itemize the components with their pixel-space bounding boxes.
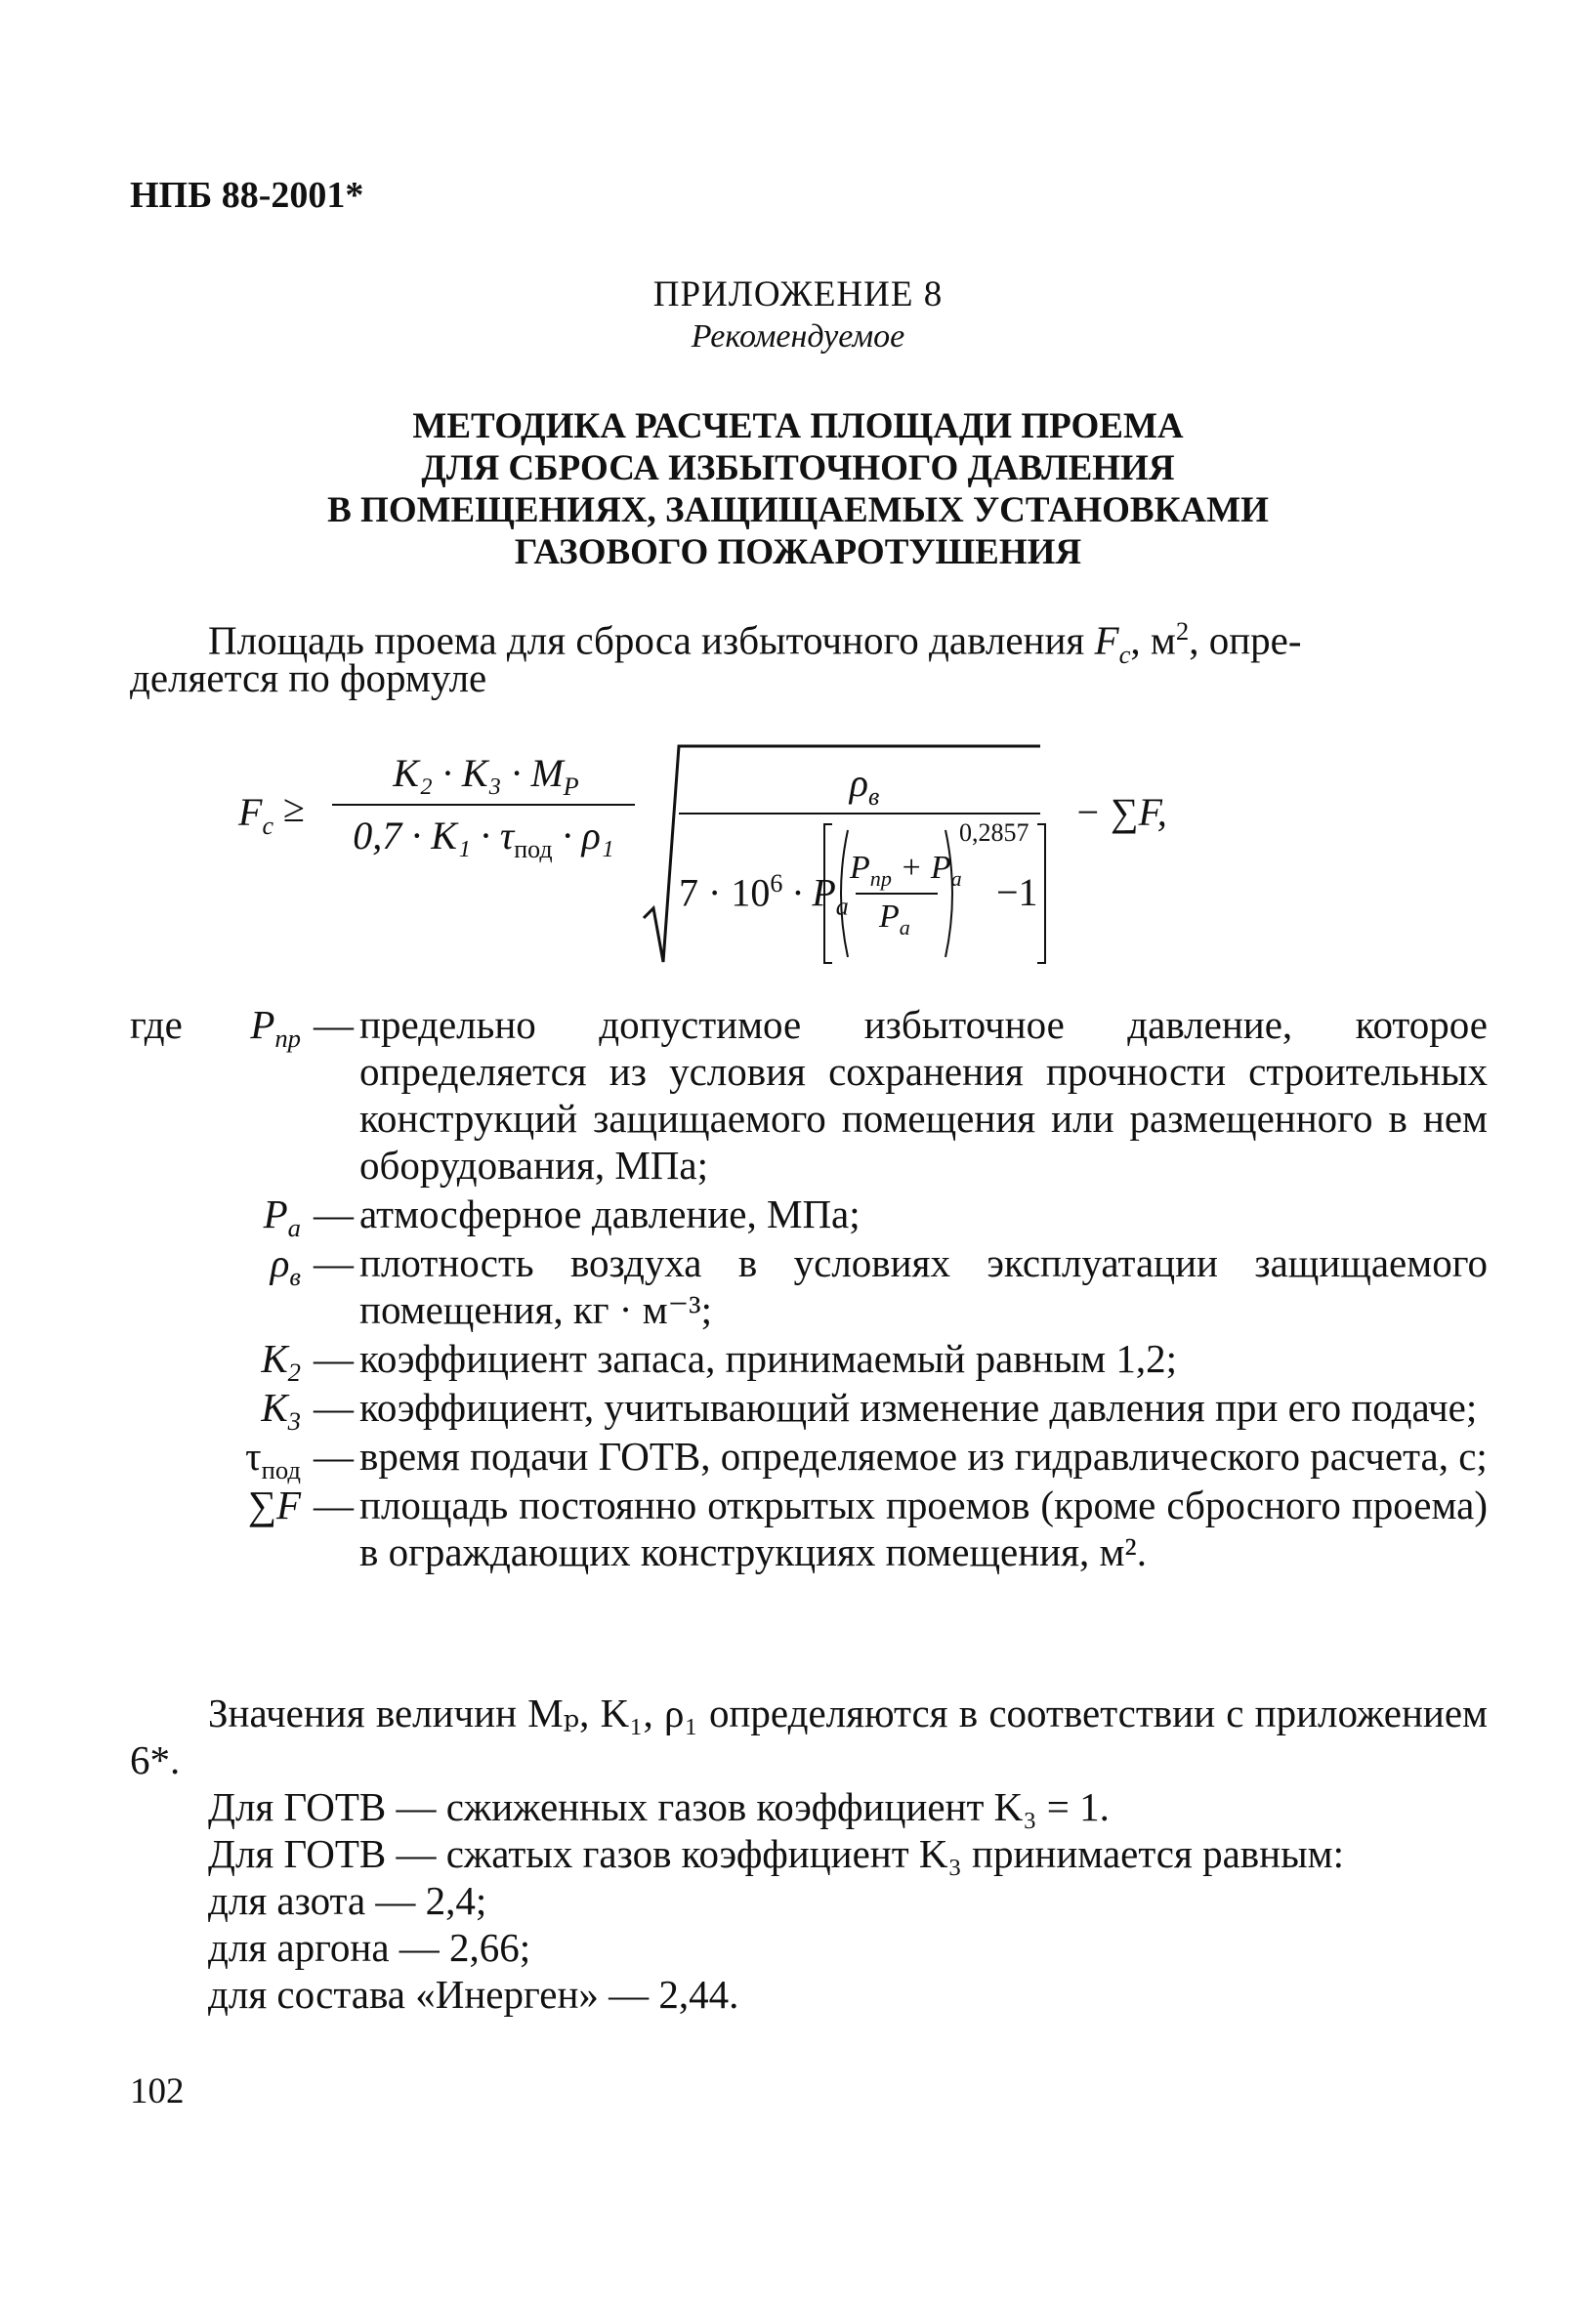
- title-line-3: В ПОМЕЩЕНИЯХ, ЗАЩИЩАЕМЫХ УСТАНОВКАМИ: [327, 490, 1269, 530]
- definitions-list: [130, 1001, 1497, 1577]
- intro-sup: 2: [1175, 616, 1190, 646]
- definition-dash: —: [314, 1336, 354, 1381]
- page-number: 102: [130, 2071, 185, 2111]
- definition-text: коэффициент, учитывающий изменение давления при его подаче;: [359, 1385, 1478, 1430]
- definition-text: коэффициент запаса, принимаемый равным 1,2;: [359, 1336, 1177, 1381]
- appendix-status: Рекомендуемое: [691, 318, 905, 355]
- definition-symbol: $K_2$: [261, 1336, 301, 1388]
- paragraph-compressed: Для ГОТВ — сжатых газов коэффициент K₃ принимается равным:: [208, 1831, 1344, 1876]
- definition-text: плотность воздуха в условиях эксплуатации защищаемого помещения, кг · м⁻³;: [359, 1240, 1488, 1332]
- formula-relation: ≥: [283, 786, 305, 830]
- inner-denominator: $7 \cdot 10^6 \cdot P_a$: [679, 869, 849, 921]
- definition-dash: —: [314, 1191, 354, 1236]
- intro-text-b: , м: [1130, 617, 1176, 663]
- value-nitrogen: для азота — 2,4;: [208, 1878, 487, 1923]
- paren-numerator: $P_{пр} + P_a$: [850, 850, 962, 891]
- definition-dash: —: [314, 1240, 354, 1285]
- formula-denominator: $0,7 \cdot K_1 \cdot \tau_{под} \cdot \rho_1$: [353, 814, 614, 863]
- paragraph-values: Значения величин Mₚ, K₁, ρ₁ определяются в соответствии с приложением 6*.: [130, 1691, 1488, 1782]
- definition-item: [130, 1384, 1497, 1437]
- formula-exponent: 0,2857: [959, 818, 1029, 847]
- definition-item: [130, 1335, 1497, 1388]
- title-line-1: МЕТОДИКА РАСЧЕТА ПЛОЩАДИ ПРОЕМА: [412, 406, 1184, 446]
- definition-symbol: $K_3$: [261, 1385, 301, 1437]
- formula-lhs: $F_c$: [238, 790, 273, 840]
- section-title: [0, 405, 1596, 573]
- appendix-label: ПРИЛОЖЕНИЕ 8: [652, 274, 944, 314]
- where-label: где: [130, 1002, 183, 1047]
- fraction-bar: [332, 804, 635, 806]
- definition-text: атмосферное давление, МПа;: [359, 1191, 861, 1236]
- definition-symbol: $P_a$: [263, 1191, 301, 1243]
- formula-numerator: $K_2 \cdot K_3 \cdot M_P$: [393, 751, 579, 801]
- inner-numerator: $\rho_в$: [849, 761, 880, 811]
- definition-dash: —: [314, 1434, 354, 1479]
- definition-item: [130, 1239, 1497, 1333]
- definition-item: [130, 1191, 1497, 1243]
- definition-dash: —: [314, 1002, 354, 1047]
- definition-symbol: $P_{пр}$: [250, 1002, 301, 1054]
- paragraph-liquefied: Для ГОТВ — сжиженных газов коэффициент K₃ = 1.: [208, 1784, 1110, 1829]
- definition-symbol: ∑F: [247, 1483, 301, 1527]
- definition-symbol: $\tau_{под}$: [245, 1434, 301, 1485]
- formula-tail: − ∑F,: [1074, 790, 1167, 834]
- title-line-4: ГАЗОВОГО ПОЖАРОТУШЕНИЯ: [514, 532, 1082, 572]
- definition-text: площадь постоянно открытых проемов (кроме сбросного проема) в ограждающих конструкциях помещения, м².: [359, 1483, 1488, 1574]
- intro-symbol-sub: c: [1118, 639, 1131, 669]
- intro-line-2: деляется по формуле: [130, 655, 487, 700]
- value-argon: для аргона — 2,66;: [208, 1925, 531, 1970]
- definition-item: [130, 1482, 1497, 1575]
- intro-text-c: , опре-: [1189, 617, 1302, 663]
- definition-dash: —: [314, 1385, 354, 1430]
- formula-minus-one: −1: [996, 870, 1038, 914]
- formula: [225, 742, 1426, 986]
- definition-text: время подачи ГОТВ, определяемое из гидравлического расчета, с;: [359, 1434, 1488, 1479]
- paren-denominator: $P_a$: [879, 898, 910, 940]
- value-inergen: для состава «Инерген» — 2,44.: [208, 1972, 739, 2017]
- definition-item: [130, 1001, 1497, 1189]
- definition-item: [130, 1433, 1497, 1485]
- definition-symbol: $\rho_в$: [270, 1240, 301, 1292]
- definition-text: предельно допустимое избыточное давление, которое определяется из условия сохранения прочности строительных конструкций защищаемого помещения или размещенного в нем оборудования, МПа;: [359, 1002, 1488, 1188]
- intro-symbol: F: [1094, 617, 1119, 663]
- title-line-2: ДЛЯ СБРОСА ИЗБЫТОЧНОГО ДАВЛЕНИЯ: [421, 448, 1175, 488]
- intro-text-a: Площадь проема для сброса избыточного давления: [208, 617, 1095, 663]
- inner-fraction-bar: [679, 813, 1040, 815]
- document-code: НПБ 88-2001*: [130, 175, 364, 216]
- definition-dash: —: [314, 1483, 354, 1527]
- closing-paragraphs: [130, 1690, 1488, 2018]
